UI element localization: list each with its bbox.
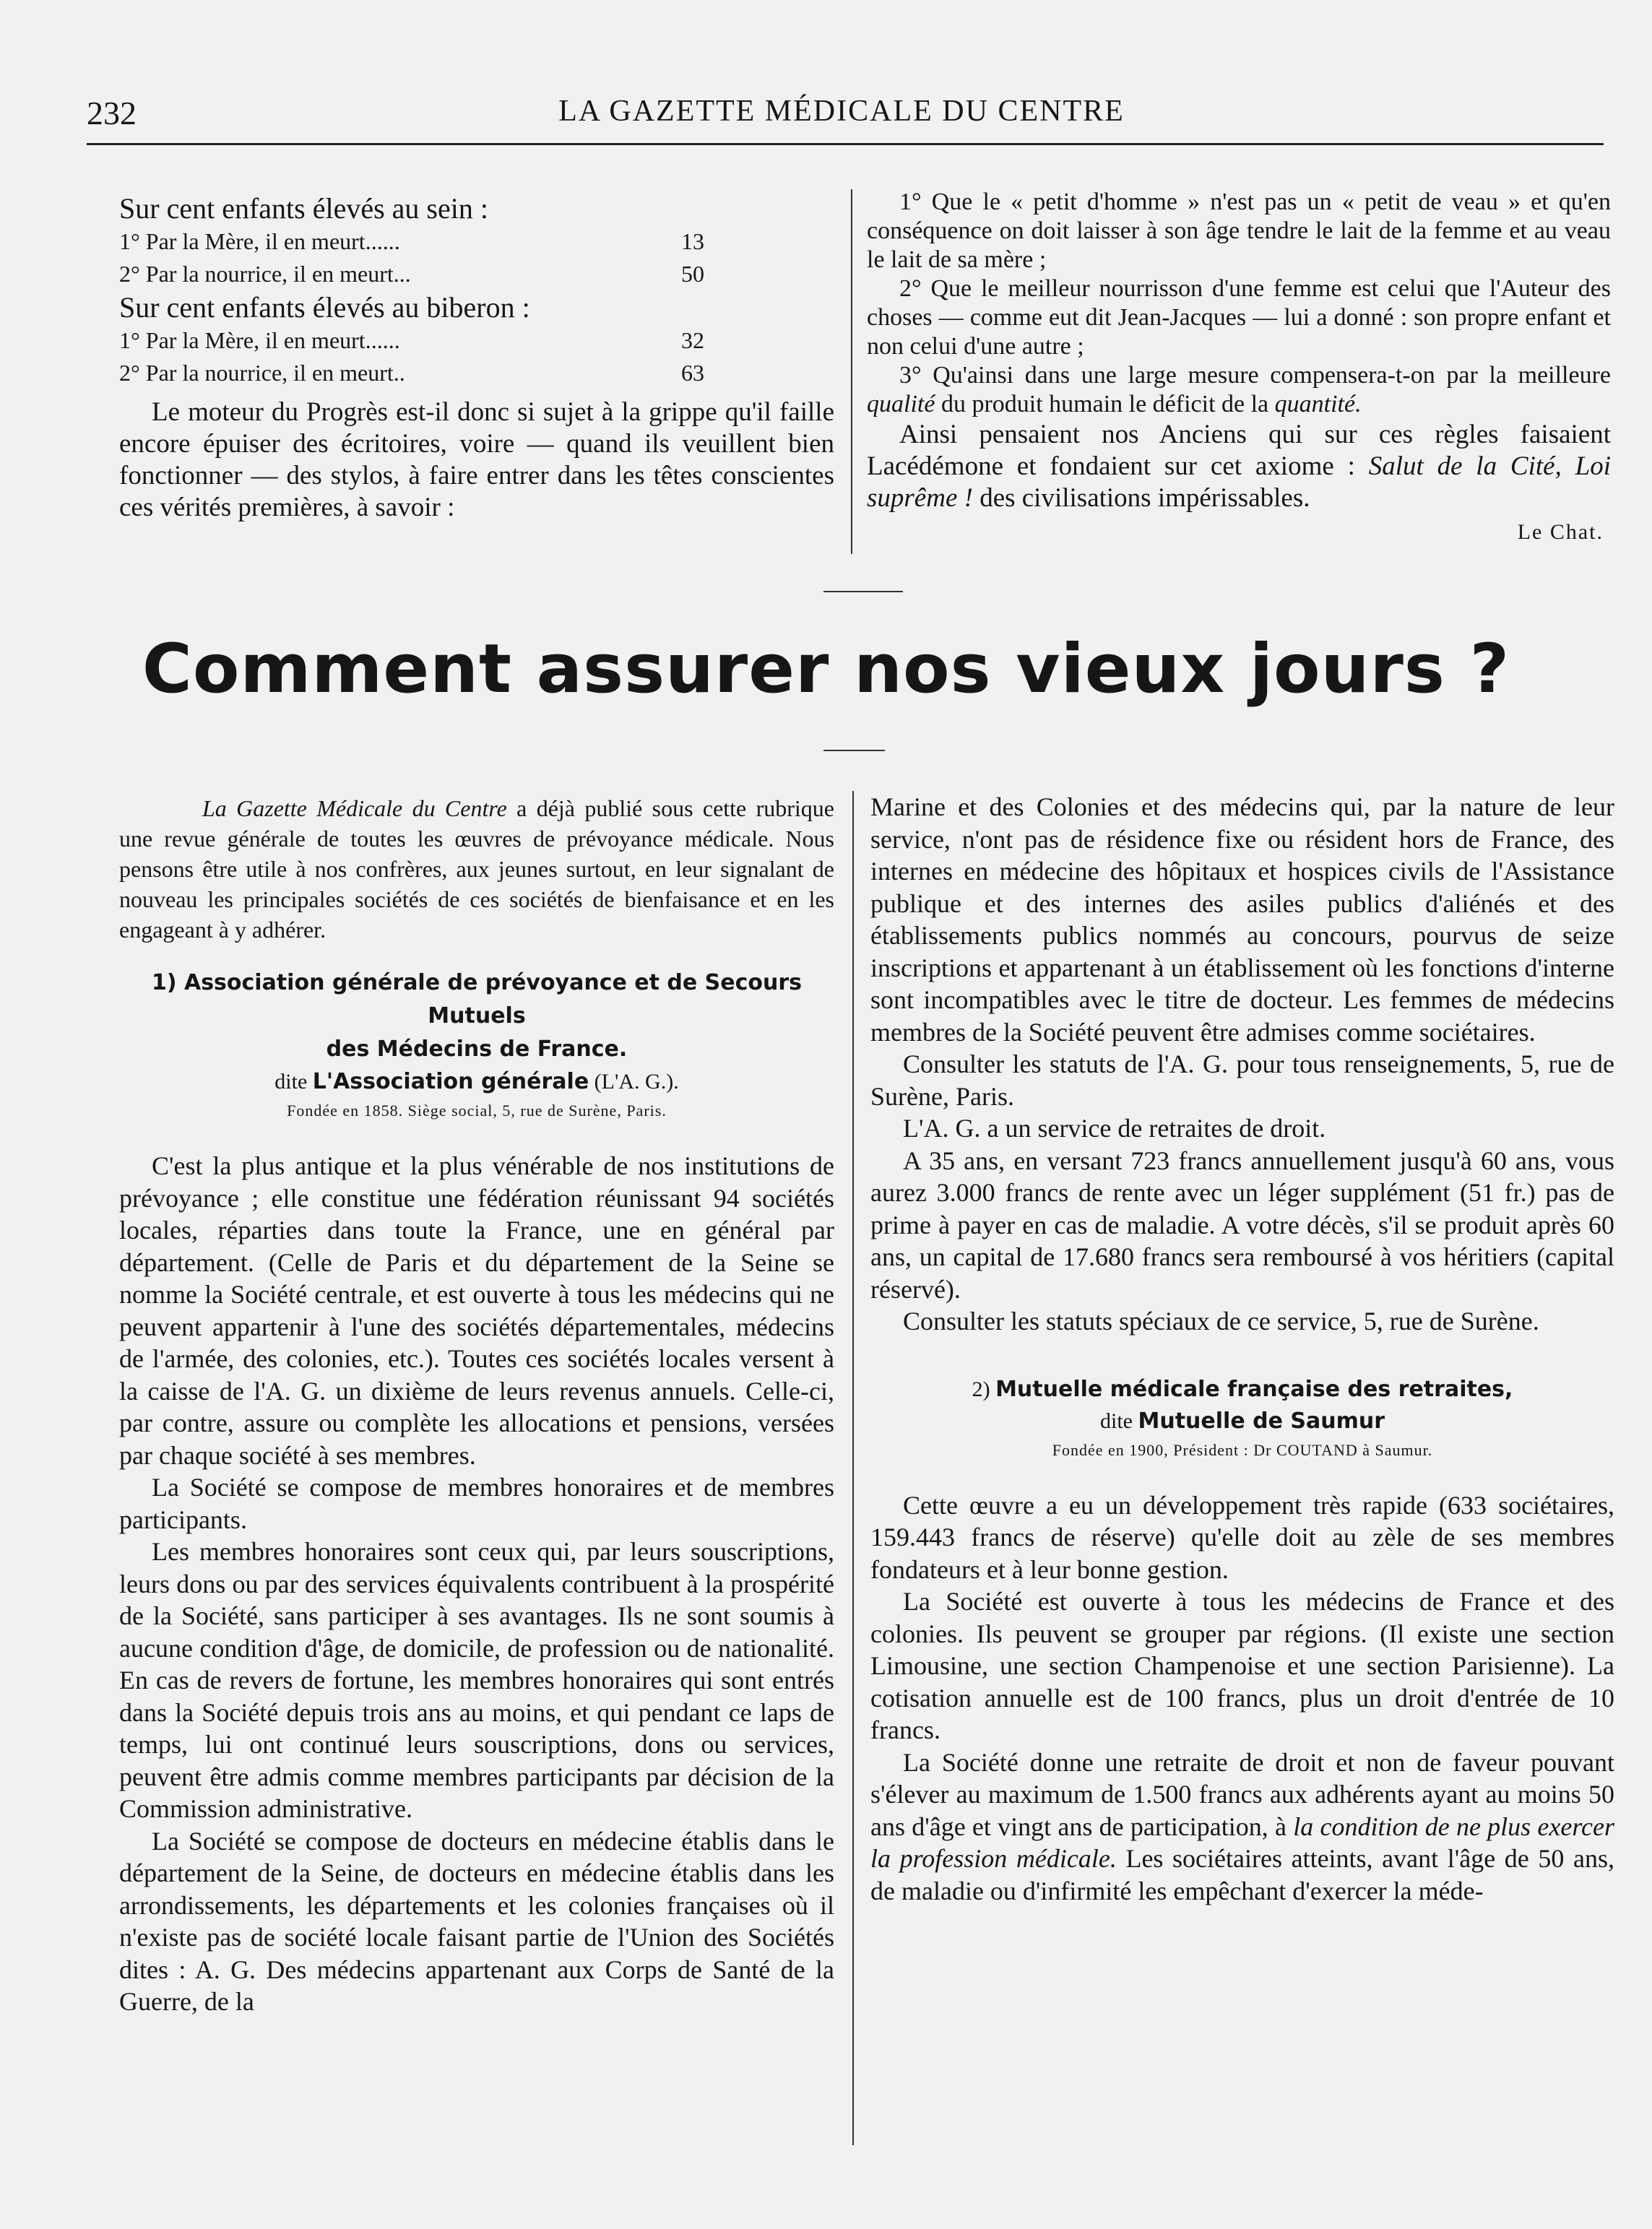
page-number: 232	[87, 95, 137, 131]
bottle-heading: Sur cent enfants élevés au biberon :	[119, 291, 530, 324]
stat-row	[119, 357, 834, 389]
section-1-paragraph: A 35 ans, en versant 723 francs annuellement jusqu'à 60 ans, vous aurez 3.000 francs de rente avec un léger supplément (51 fr.) pas de prime à payer en cas de maladie. A votre décès, s'il se produit après 60 ans, un capital de 17.680 francs sera remboursé à vos héritiers (capital réservé).	[870, 1146, 1614, 1304]
stat-value: 63	[681, 360, 704, 386]
point-1: 1° Que le « petit d'homme » n'est pas un « petit de veau » et qu'en conséquence on doit laisser à son âge tendre le lait de la femme et au veau le lait de sa mère ;	[867, 189, 1611, 273]
stat-value: 32	[681, 327, 704, 353]
section-1-paragraph: Consulter les statuts spéciaux de ce service, 5, rue de Surène.	[903, 1307, 1539, 1336]
section-2-title: 2) Mutuelle médicale française des retraites,	[972, 1376, 1513, 1402]
stat-label: 1° Par la Mère, il en meurt......	[119, 327, 400, 353]
section-1-title-cont: des Médecins de France.	[326, 1036, 628, 1062]
signature: Le Chat.	[1517, 520, 1604, 544]
column-rule	[852, 791, 854, 2145]
section-1-paragraph: La Société se compose de docteurs en médecine établis dans le département de la Seine, de docteurs en médecine établis dans les arrondissements, les départements et les colonies françaises où il n'existe pas de société locale faisant partie de l'Union des Sociétés dites : A. G. Des médecins appartenant aux Corps de Santé de la Guerre, de la	[119, 1826, 834, 2016]
stat-label: 1° Par la Mère, il en meurt......	[119, 228, 400, 254]
stat-label: 2° Par la nourrice, il en meurt...	[119, 261, 411, 287]
section-1-title: 1) Association générale de prévoyance et de Secours Mutuels	[151, 970, 803, 1029]
article-headline: Comment assurer nos vieux jours ?	[142, 630, 1510, 709]
section-1-subtitle: dite L'Association générale (L'A. G.).	[274, 1069, 679, 1094]
separator-rule	[823, 750, 885, 751]
stat-row	[119, 324, 834, 357]
conclusion-paragraph: Ainsi pensaient nos Anciens qui sur ces règles faisaient Lacédémone et fondaient sur cet axiome : Salut de la Cité, Loi suprême ! des civilisations impérissables.	[867, 420, 1611, 513]
bottom-right-column	[870, 791, 1614, 1907]
section-1-paragraph: Les membres honoraires sont ceux qui, par leurs souscriptions, leurs dons ou par des services équivalents contribuent à la prospérité de la Société, sans participer à ses avantages. Ils ne sont soumis à aucune condition d'âge, de domicile, de profession ou de nationalité. En cas de revers de fortune, les membres honoraires qui sont entrés dans la Société depuis trois ans au moins, et qui pendant ce laps de temps, lui ont continué leurs souscriptions, dons ou services, peuvent être admis comme membres participants par décision de la Commission administrative.	[119, 1537, 834, 1823]
stat-value: 13	[681, 228, 704, 254]
breast-heading: Sur cent enfants élevés au sein :	[119, 192, 488, 225]
header-rule	[87, 143, 1604, 145]
top-right-column	[867, 188, 1611, 545]
intro-paragraph: La Gazette Médicale du Centre a déjà publié sous cette rubrique une revue générale de toutes les œuvres de prévoyance médicale. Nous pensons être utile à nos confrères, aux jeunes surtout, en leur signalant de nouveau les principales sociétés de ces sociétés de bienfaisance et en les engageant à y adhérer.	[119, 795, 835, 943]
stat-value: 50	[681, 261, 704, 287]
point-3: 3° Qu'ainsi dans une large mesure compensera-t-on par la meilleure qualité du produit humain le déficit de la quantité.	[867, 362, 1611, 417]
journal-title: LA GAZETTE MÉDICALE DU CENTRE	[558, 95, 1125, 128]
section-1-continuation: Marine et des Colonies et des médecins qui, par la nature de leur service, n'ont pas de résidence fixe ou résident hors de France, des internes en médecine des hôpitaux et hospices civils de l'Assistance publique et des internes des asiles publics d'aliénés et des établissements publics nommés au concours, pourvus de seize inscriptions et appartenant à un établissement où les fonctions d'interne sont incompatibles avec le titre de docteur. Les femmes de médecins membres de la Société peuvent être admises comme sociétaires.	[870, 792, 1614, 1047]
bottom-left-column	[119, 793, 834, 2018]
stat-row	[119, 225, 834, 258]
section-2-paragraph: La Société est ouverte à tous les médecins de France et des colonies. Ils peuvent se grouper par régions. (Il existe une section Limousine, une section Champenoise et une section Parisienne). La cotisation annuelle est de 100 francs, plus un droit d'entrée de 10 francs.	[870, 1587, 1614, 1744]
section-2-founded: Fondée en 1900, Président : Dr COUTAND à Saumur.	[1052, 1440, 1433, 1459]
stat-label: 2° Par la nourrice, il en meurt..	[119, 360, 405, 386]
section-2-paragraph: Cette œuvre a eu un développement très rapide (633 sociétaires, 159.443 francs de réserve) qu'elle doit au zèle de ses membres fondateurs et à leur bonne gestion.	[870, 1490, 1614, 1584]
separator-rule	[823, 591, 903, 592]
section-1-paragraph: L'A. G. a un service de retraites de droit.	[903, 1114, 1326, 1143]
section-2-paragraph: La Société donne une retraite de droit et non de faveur pouvant s'élever au maximum de 1.500 francs aux adhérents ayant au moins 50 ans d'âge et vingt ans de participation, à la condition de ne plus exercer la profession médicale. Les sociétaires atteints, avant l'âge de 50 ans, de maladie ou d'infirmité les empêchant d'exercer la méde-	[870, 1747, 1615, 1905]
section-1-paragraph: C'est la plus antique et la plus vénérable de nos institutions de prévoyance ; elle constitue une fédération réunissant 94 sociétés locales, réparties dans toute la France, une en général par département. (Celle de Paris et du département de la Seine se nomme la Société centrale, et est ouverte à tous les médecins qui ne peuvent appartenir à l'une des sociétés départementales, médecins de l'armée, des colonies, etc.). Toutes ces sociétés locales versent à la caisse de l'A. G. un dixième de leurs revenus annuels. Celle-ci, par contre, assure ou complète les allocations et pensions, versées par chaque société à ses membres.	[119, 1151, 834, 1470]
running-header	[79, 94, 1604, 137]
section-1-founded: Fondée en 1858. Siège social, 5, rue de Surène, Paris.	[287, 1101, 667, 1120]
section-1-paragraph: Consulter les statuts de l'A. G. pour tous renseignements, 5, rue de Surène, Paris.	[870, 1049, 1614, 1111]
section-2-subtitle: dite Mutuelle de Saumur	[1100, 1408, 1385, 1434]
section-1-paragraph: La Société se compose de membres honoraires et de membres participants.	[119, 1473, 834, 1534]
stat-row	[119, 258, 834, 290]
progress-paragraph: Le moteur du Progrès est-il donc si sujet à la grippe qu'il faille encore épuiser des écritoires, voire — quand ils veuillent bien fonctionner — des stylos, à faire entrer dans les têtes conscientes ces vérités premières, à savoir :	[119, 397, 834, 522]
top-left-column	[119, 191, 834, 524]
column-rule	[851, 189, 852, 554]
point-2: 2° Que le meilleur nourrisson d'une femme est celui que l'Auteur des choses — comme eut dit Jean-Jacques — lui a donné : son propre enfant et non celui d'une autre ;	[867, 275, 1611, 360]
